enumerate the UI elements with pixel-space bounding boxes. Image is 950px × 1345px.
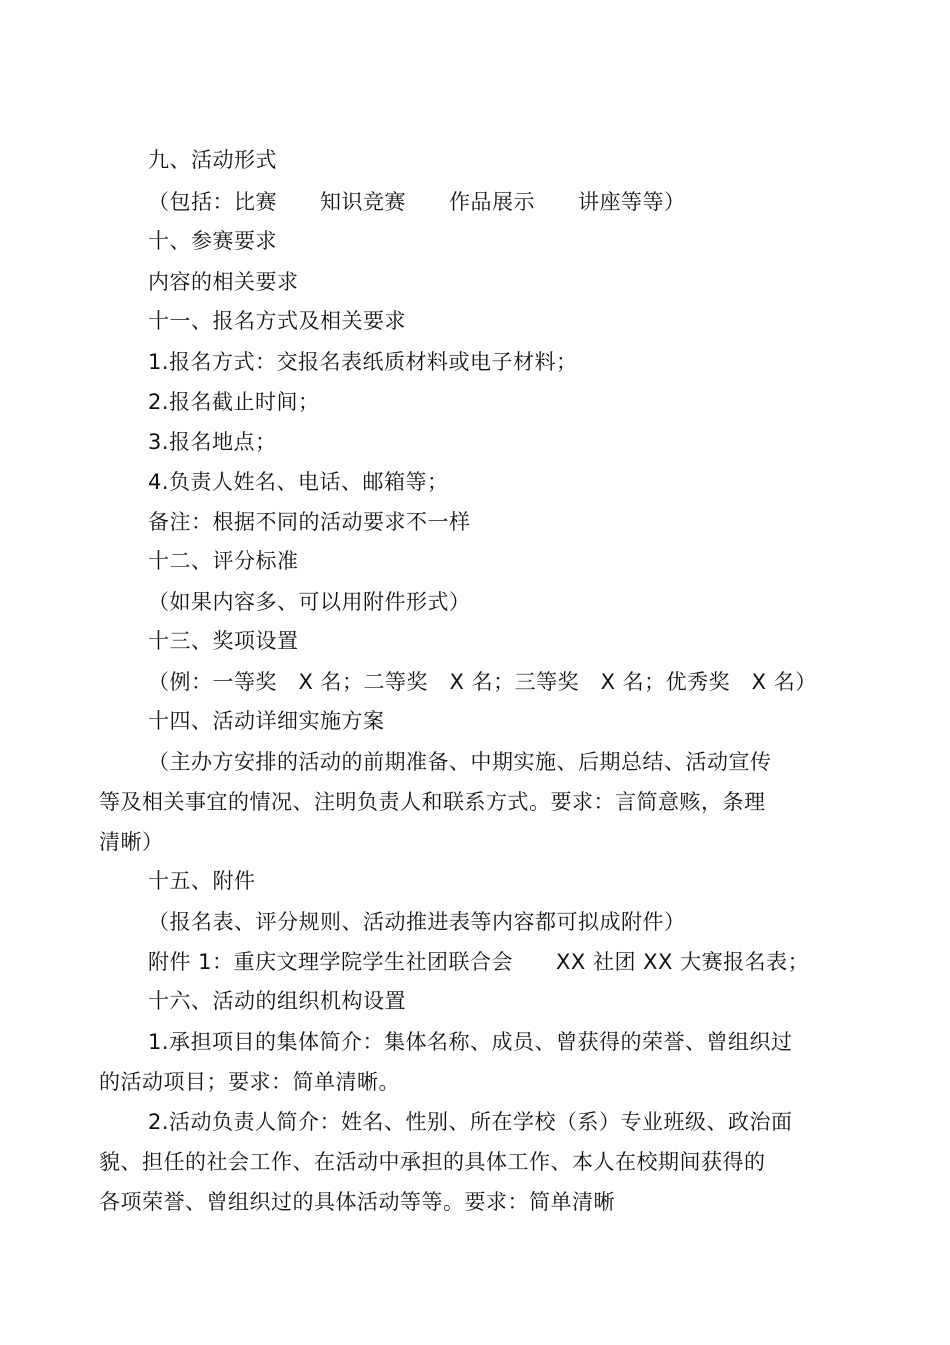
section-heading-registration: 十一、报名方式及相关要求 <box>148 309 406 333</box>
organization-item-1-line-1: 1.承担项目的集体简介：集体名称、成员、曾获得的荣誉、曾组织过 <box>148 1030 793 1054</box>
section-heading-activity-form: 九、活动形式 <box>148 148 277 172</box>
section-heading-organization: 十六、活动的组织机构设置 <box>148 989 406 1013</box>
implementation-paragraph-line-2: 等及相关事宜的情况、注明负责人和联系方式。要求：言简意赅，条理 <box>99 790 766 814</box>
organization-item-2-line-3: 各项荣誉、曾组织过的具体活动等等。要求：简单清晰 <box>99 1190 615 1214</box>
section-heading-entry-requirements: 十、参赛要求 <box>148 229 277 253</box>
section-heading-implementation: 十四、活动详细实施方案 <box>148 709 385 733</box>
activity-form-note: （包括：比赛 知识竞赛 作品展示 讲座等等） <box>148 190 686 214</box>
implementation-paragraph-line-1: （主办方安排的活动的前期准备、中期实施、后期总结、活动宣传 <box>148 750 772 774</box>
registration-item-2: 2.报名截止时间； <box>148 390 320 414</box>
registration-remark: 备注：根据不同的活动要求不一样 <box>148 510 471 534</box>
registration-item-4: 4.负责人姓名、电话、邮箱等； <box>148 470 449 494</box>
section-heading-attachments: 十五、附件 <box>148 869 256 893</box>
organization-item-1-line-2: 的活动项目；要求：简单清晰。 <box>99 1070 400 1094</box>
awards-note: （例：一等奖 X 名；二等奖 X 名；三等奖 X 名；优秀奖 X 名） <box>148 670 817 694</box>
section-heading-scoring: 十二、评分标准 <box>148 549 299 573</box>
section-heading-awards: 十三、奖项设置 <box>148 629 299 653</box>
registration-item-3: 3.报名地点； <box>148 430 277 454</box>
organization-item-2-line-1: 2.活动负责人简介：姓名、性别、所在学校（系）专业班级、政治面 <box>148 1110 793 1134</box>
scoring-note: （如果内容多、可以用附件形式） <box>148 590 471 614</box>
attachments-note: （报名表、评分规则、活动推进表等内容都可拟成附件） <box>148 910 686 934</box>
implementation-paragraph-line-3: 清晰） <box>99 830 164 854</box>
organization-item-2-line-2: 貌、担任的社会工作、在活动中承担的具体工作、本人在校期间获得的 <box>99 1150 766 1174</box>
registration-item-1: 1.报名方式：交报名表纸质材料或电子材料； <box>148 350 578 374</box>
entry-requirements-text: 内容的相关要求 <box>148 270 299 294</box>
attachment-1: 附件 1：重庆文理学院学生社团联合会 XX 社团 XX 大赛报名表； <box>148 950 810 974</box>
